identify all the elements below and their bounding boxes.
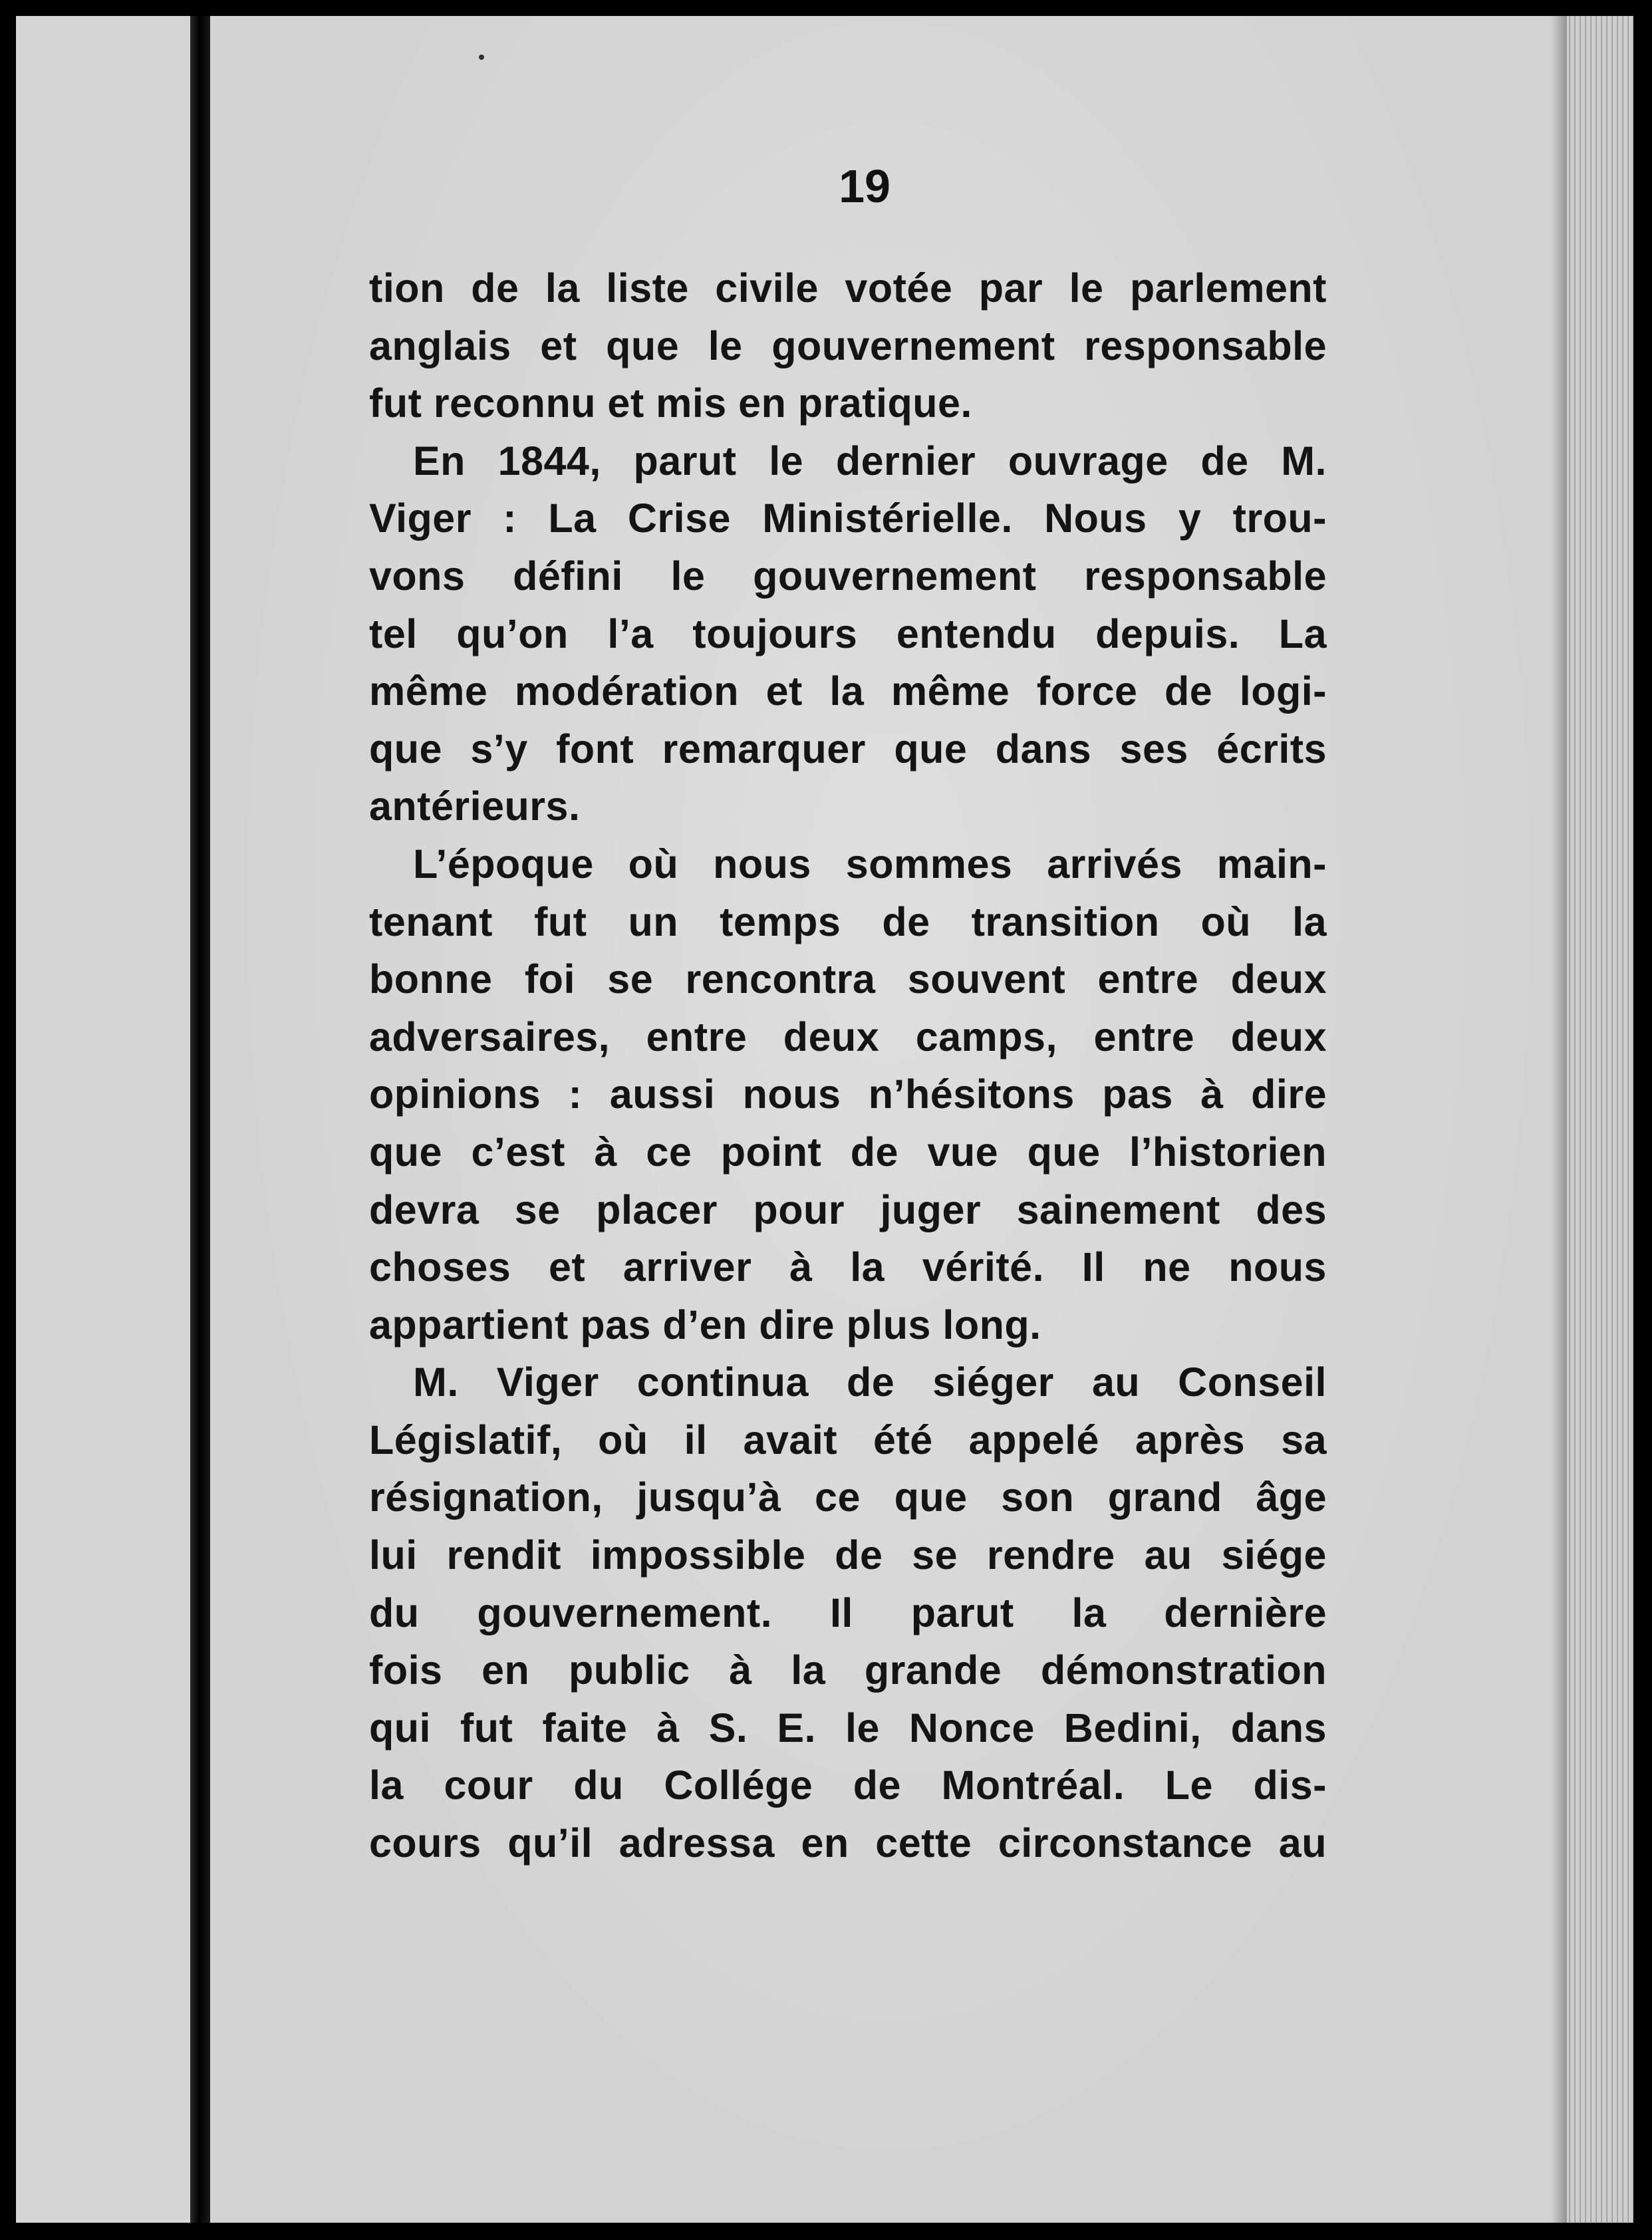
text-line: M. Viger continua de siéger au Conseil: [413, 1359, 1327, 1405]
text-line: la cour du Collége de Montréal. Le dis-: [369, 1762, 1327, 1808]
text-line: appartient pas d’en dire plus long.: [369, 1302, 1041, 1347]
body-text: [369, 259, 1327, 1872]
text-line: adversaires, entre deux camps, entre deux: [369, 1014, 1327, 1059]
text-line: bonne foi se rencontra souvent entre deux: [369, 956, 1327, 1002]
text-line: anglais et que le gouvernement responsable: [369, 323, 1327, 368]
text-line: fois en public à la grande démonstration: [369, 1647, 1327, 1693]
text-line: choses et arriver à la vérité. Il ne nous: [369, 1244, 1327, 1290]
text-line: qui fut faite à S. E. le Nonce Bedini, dans: [369, 1705, 1327, 1750]
text-line: du gouvernement. Il parut la dernière: [369, 1590, 1327, 1635]
text-line: tion de la liste civile votée par le parlement: [369, 265, 1327, 311]
text-line: antérieurs.: [369, 783, 581, 829]
text-line: même modération et la même force de logi-: [369, 668, 1327, 714]
text-line: que s’y font remarquer que dans ses écrits: [369, 726, 1327, 771]
text-line: opinions : aussi nous n’hésitons pas à dire: [369, 1071, 1327, 1117]
page-edges-stack: [1567, 16, 1633, 2223]
text-line: vons défini le gouvernement responsable: [369, 553, 1327, 599]
facing-blank-page: [16, 16, 190, 2223]
page-number: 19: [839, 160, 891, 212]
text-line: que c’est à ce point de vue que l’historien: [369, 1129, 1327, 1175]
text-line: En 1844, parut le dernier ouvrage de M.: [413, 438, 1327, 484]
text-line: Législatif, où il avait été appelé après sa: [369, 1417, 1327, 1463]
text-line: tel qu’on l’a toujours entendu depuis. La: [369, 611, 1327, 656]
text-line: cours qu’il adressa en cette circonstance au: [369, 1820, 1327, 1866]
text-line: fut reconnu et mis en pratique.: [369, 380, 972, 426]
text-line: résignation, jusqu’à ce que son grand âge: [369, 1474, 1327, 1520]
speck: [479, 55, 484, 60]
text-line: lui rendit impossible de se rendre au siége: [369, 1532, 1327, 1578]
text-line: tenant fut un temps de transition où la: [369, 899, 1327, 944]
text-line: Viger : La Crise Ministérielle. Nous y trou-: [369, 495, 1327, 541]
book-gutter: [190, 16, 210, 2223]
text-line: devra se placer pour juger sainement des: [369, 1187, 1327, 1232]
text-line: L’époque où nous sommes arrivés main-: [413, 841, 1327, 887]
